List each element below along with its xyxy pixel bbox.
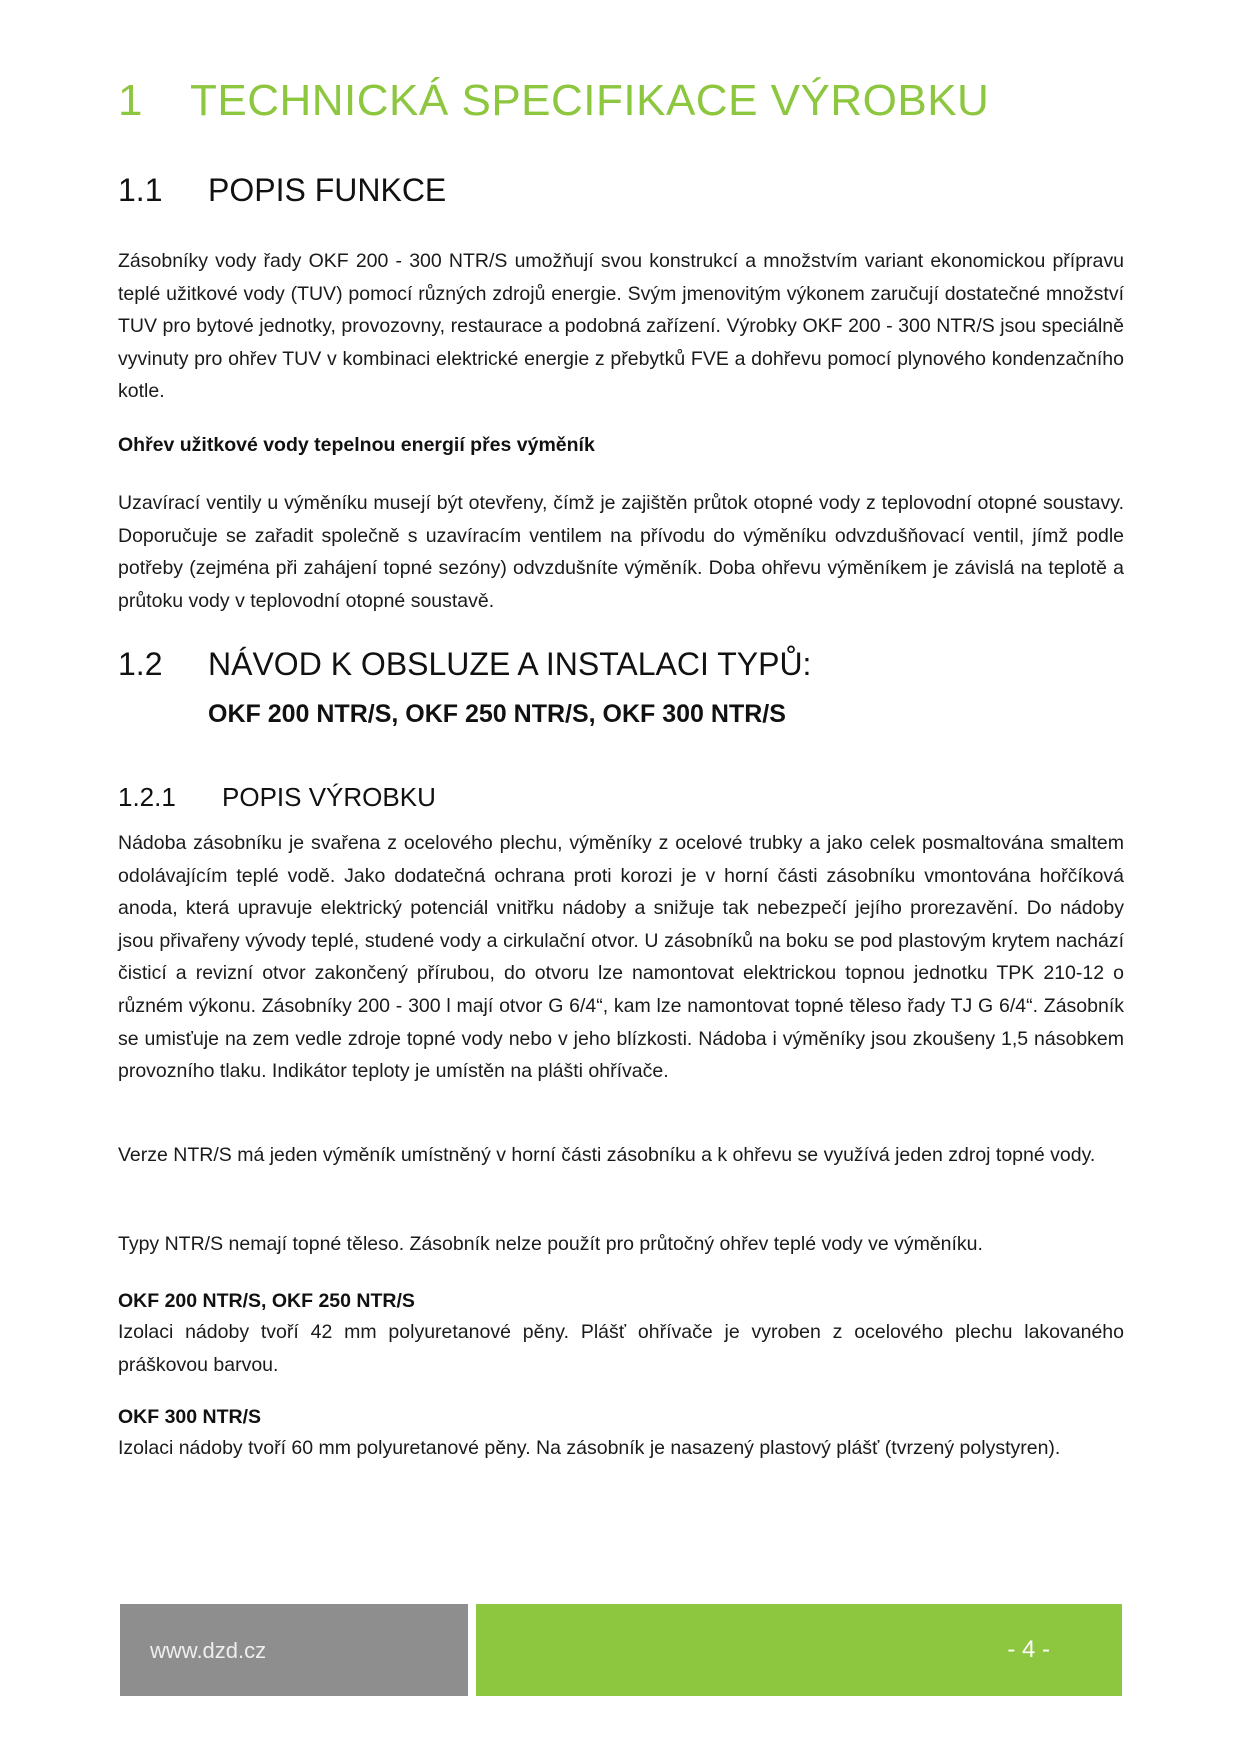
- section-1-2-1-number: 1.2.1: [118, 782, 176, 812]
- okf-200-250-label: OKF 200 NTR/S, OKF 250 NTR/S: [118, 1290, 415, 1312]
- chapter-heading: [118, 76, 989, 126]
- section-1-1-number: 1.1: [118, 172, 163, 208]
- footer-website[interactable]: www.dzd.cz: [150, 1638, 267, 1663]
- footer-page-number: - 4 -: [1007, 1636, 1050, 1663]
- section-1-2-heading: [118, 646, 811, 683]
- heat-exchanger-subheading: Ohřev užitkové vody tepelnou energií přes výměník: [118, 434, 595, 456]
- function-description-paragraph: Zásobníky vody řady OKF 200 - 300 NTR/S umožňují svou konstrukcí a množstvím variant ekonomickou přípravu teplé užitkové vody (TUV) pomocí různých zdrojů energie. Svým jmenovitým výkonem zaručují dostatečné množství TUV pro bytové jednotky, provozovny, restaurace a podobná zařízení. Výrobky OKF 200 - 300 NTR/S jsou speciálně vyvinuty pro ohřev TUV v kombinaci elektrické energie z přebytků FVE a dohřevu pomocí plynového kondenzačního kotle.: [118, 250, 1124, 403]
- section-1-2-number: 1.2: [118, 646, 163, 682]
- section-1-2-1-heading: [118, 782, 436, 813]
- ntrs-version-paragraph: Verze NTR/S má jeden výměník umístněný v horní části zásobníku a k ohřevu se využívá jeden zdroj topné vody.: [118, 1144, 1096, 1166]
- okf-300-label: OKF 300 NTR/S: [118, 1406, 262, 1428]
- ntrs-types-paragraph: Typy NTR/S nemají topné těleso. Zásobník nelze použít pro průtočný ohřev teplé vody ve výměníku.: [118, 1233, 983, 1255]
- section-1-1-title: POPIS FUNKCE: [208, 172, 447, 208]
- okf-300-paragraph: Izolaci nádoby tvoří 60 mm polyuretanové pěny. Na zásobník je nasazený plastový plášť (tvrzený polystyren).: [118, 1437, 1061, 1459]
- footer-page-block: [476, 1604, 1122, 1696]
- product-description-paragraph: Nádoba zásobníku je svařena z ocelového plechu, výměníky z ocelové trubky a jako celek posmaltována smaltem odolávajícím teplé vodě. Jako dodatečná ochrana proti korozi je v horní části zásobníku vmontována hořčíková anoda, která upravuje elektrický potenciál vnitřku nádoby a snižuje tak nebezpečí jejího prorezavění. Do nádoby jsou přivařeny vývody teplé, studené vody a cirkulační otvor. U zásobníků na boku se pod plastovým krytem nachází čisticí a revizní otvor zakončený přírubou, do otvoru lze namontovat elektrickou topnou jednotku TPK 210-12 o různém výkonu. Zásobníky 200 - 300 l mají otvor G 6/4“, kam lze namontovat topné těleso řady TJ G 6/4“. Zásobník se umisťuje na zem vedle zdroje topné vody nebo v jeho blízkosti. Nádoba i výměníky jsou zkoušeny 1,5 násobkem provozního tlaku. Indikátor teploty je umístěn na plášti ohřívače.: [118, 832, 1124, 1083]
- chapter-title: TECHNICKÁ SPECIFIKACE VÝROBKU: [190, 76, 990, 125]
- section-1-2-title: NÁVOD K OBSLUZE A INSTALACI TYPŮ:: [208, 646, 812, 682]
- heat-exchanger-paragraph: Uzavírací ventily u výměníku musejí být otevřeny, čímž je zajištěn průtok otopné vody z teplovodní otopné soustavy. Doporučuje se zařadit společně s uzavíracím ventilem na přívodu do výměníku odvzdušňovací ventil, jímž podle potřeby (zejména při zahájení topné sezóny) odvzdušníte výměník. Doba ohřevu výměníkem je závislá na teplotě a průtoku vody v teplovodní otopné soustavě.: [118, 492, 1124, 612]
- okf-200-250-paragraph: Izolaci nádoby tvoří 42 mm polyuretanové pěny. Plášť ohřívače je vyroben z ocelového plechu lakovaného práškovou barvou.: [118, 1321, 1124, 1376]
- section-1-1-heading: [118, 172, 446, 209]
- footer-website-block: [120, 1604, 468, 1696]
- section-1-2-subtitle: OKF 200 NTR/S, OKF 250 NTR/S, OKF 300 NTR/S: [208, 700, 786, 728]
- chapter-number: 1: [118, 76, 143, 125]
- section-1-2-1-title: POPIS VÝROBKU: [222, 782, 436, 812]
